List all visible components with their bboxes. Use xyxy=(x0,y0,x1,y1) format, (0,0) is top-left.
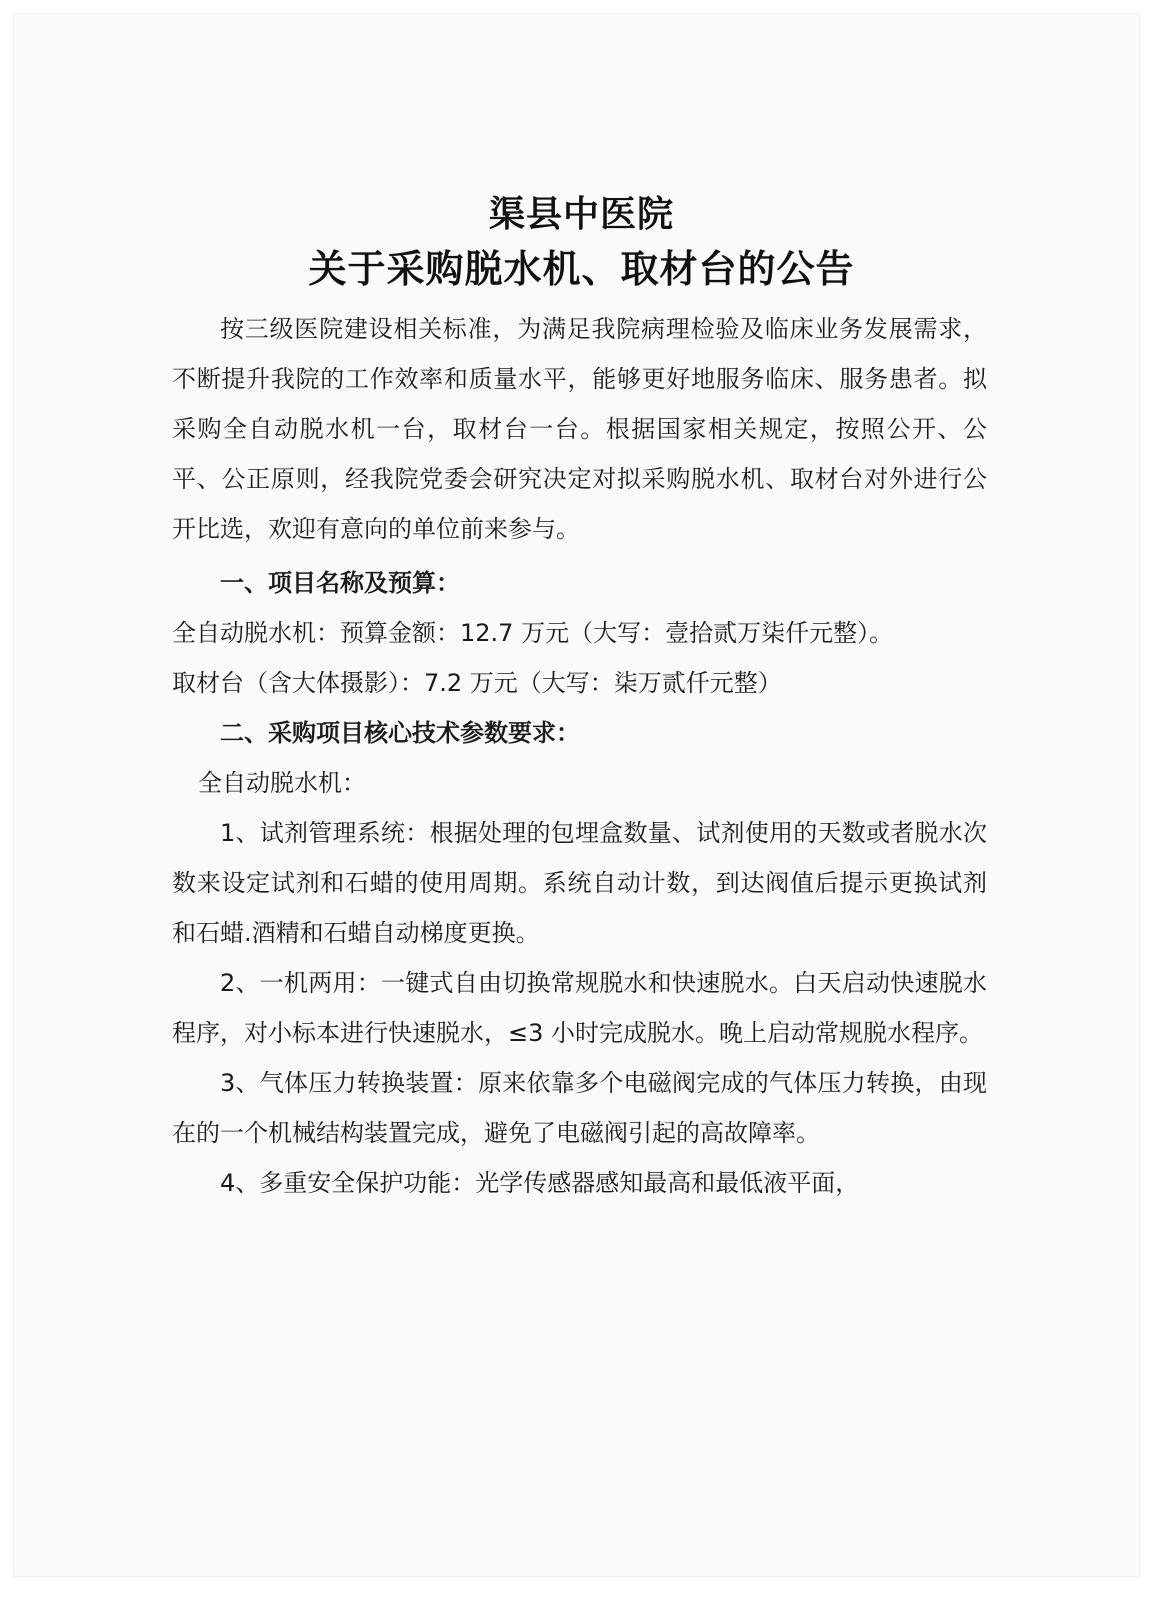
spec-item-2: 2、一机两用：一键式自由切换常规脱水和快速脱水。白天启动快速脱水程序，对小标本进行快速脱水，≤3 小时完成脱水。晚上启动常规脱水程序。 xyxy=(172,969,987,1047)
document-body xyxy=(172,304,987,1208)
spec-item-3: 3、气体压力转换装置：原来依靠多个电磁阀完成的气体压力转换，由现在的一个机械结构装置完成，避免了电磁阀引起的高故障率。 xyxy=(172,1069,987,1147)
subsection-heading-dehydrator: 全自动脱水机： xyxy=(198,769,366,797)
section-2-heading: 二、采购项目核心技术参数要求： xyxy=(220,719,580,747)
document-title-subject: 关于采购脱水机、取材台的公告 xyxy=(308,246,855,291)
intro-paragraph: 按三级医院建设相关标准，为满足我院病理检验及临床业务发展需求，不断提升我院的工作效率和质量水平，能够更好地服务临床、服务患者。拟采购全自动脱水机一台，取材台一台。根据国家相关规定，按照公开、公平、公正原则，经我院党委会研究决定对拟采购脱水机、取材台对外进行公开比选，欢迎有意向的单位前来参与。 xyxy=(172,315,987,543)
spec-item-1: 1、试剂管理系统：根据处理的包埋盒数量、试剂使用的天数或者脱水次数来设定试剂和石蜡的使用周期。系统自动计数，到达阀值后提示更换试剂和石蜡.酒精和石蜡自动梯度更换。 xyxy=(172,819,987,947)
section-1-heading: 一、项目名称及预算： xyxy=(220,569,460,597)
budget-line-grossing-station: 取材台（含大体摄影）：7.2 万元（大写：柒万贰仟元整） xyxy=(172,669,782,697)
document-title-organization: 渠县中医院 xyxy=(488,193,674,235)
spec-item-4: 4、多重安全保护功能：光学传感器感知最高和最低液平面， xyxy=(220,1169,860,1197)
budget-line-dehydrator: 全自动脱水机：预算金额：12.7 万元（大写：壹拾贰万柒仟元整）。 xyxy=(172,619,894,647)
